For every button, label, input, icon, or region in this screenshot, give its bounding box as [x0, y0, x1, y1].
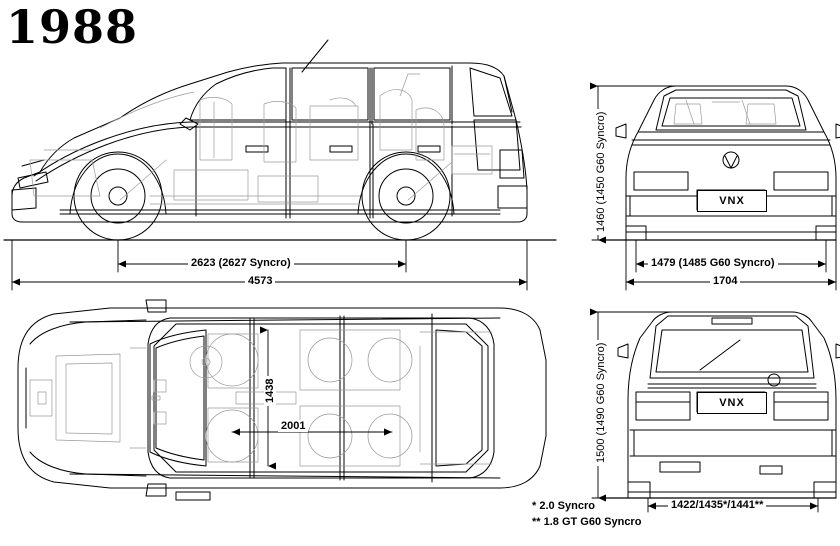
dim-overall-width: 1704 — [710, 275, 740, 287]
dim-height-rear: 1500 (1490 G60 Syncro) — [595, 340, 607, 466]
dim-track-front: 1479 (1485 G60 Syncro) — [648, 257, 778, 269]
dim-interior-width: 1438 — [264, 376, 276, 406]
dim-track-rear: 1422/1435*/1441** — [668, 499, 766, 511]
front-license-plate — [697, 190, 767, 212]
footnote-2: ** 1.8 GT G60 Syncro — [532, 516, 642, 528]
footnote-1: * 2.0 Syncro — [532, 500, 595, 512]
plan-view-outline — [18, 300, 546, 500]
page-title: 1988 — [6, 0, 139, 54]
dim-wheelbase: 2623 (2627 Syncro) — [188, 257, 294, 269]
dim-height-front: 1460 (1450 G60 Syncro) — [595, 109, 607, 235]
side-view-outline — [4, 40, 556, 240]
dim-overall-length: 4573 — [245, 275, 275, 287]
rear-license-plate — [697, 392, 767, 414]
dim-interior-length: 2001 — [278, 420, 308, 432]
front-plate-text: VNX — [719, 195, 745, 207]
front-view-outline — [604, 86, 840, 240]
rear-plate-text: VNX — [719, 397, 745, 409]
